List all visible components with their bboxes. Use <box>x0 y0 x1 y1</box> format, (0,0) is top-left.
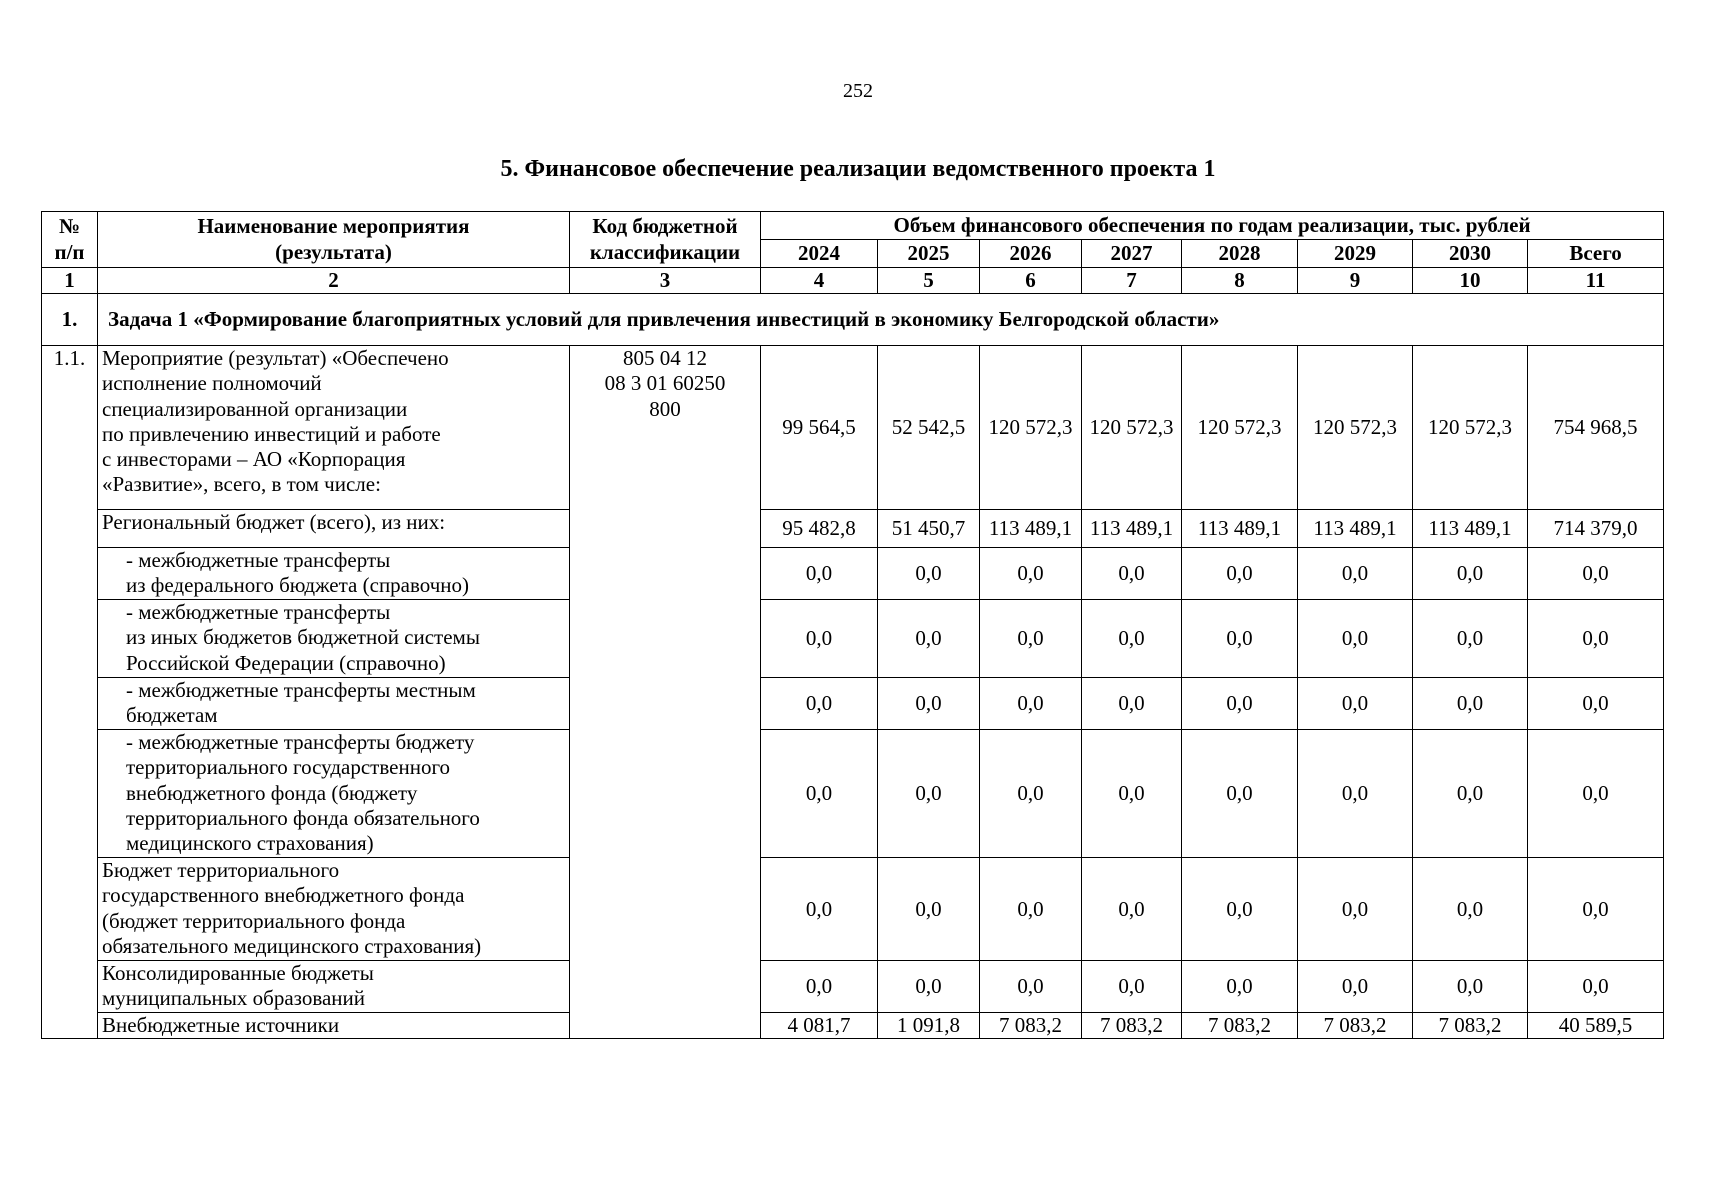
value-cell: 1 091,8 <box>878 1013 980 1039</box>
value-cell: 0,0 <box>1182 730 1298 858</box>
item-index: 1.1. <box>42 346 98 1039</box>
value-cell: 0,0 <box>878 548 980 600</box>
row-name: Мероприятие (результат) «Обеспечено исполнение полномочий специализированной организации по привлечению инвестиций и работе с инвесторами – АО «Корпорация «Развитие», всего, в том числе: <box>98 346 570 510</box>
total-cell: 754 968,5 <box>1528 346 1664 510</box>
header-year: 2027 <box>1082 240 1182 268</box>
table-row <box>42 678 1664 730</box>
row-name: Консолидированные бюджеты муниципальных образований <box>98 961 570 1013</box>
header-financing-volume: Объем финансового обеспечения по годам реализации, тыс. рублей <box>761 212 1664 240</box>
header-number: № п/п <box>42 212 98 268</box>
value-cell: 0,0 <box>1298 678 1413 730</box>
row-name: - межбюджетные трансферты бюджету территориального государственного внебюджетного фонда (бюджету территориального фонда обязательного медицинского страхования) <box>98 730 570 858</box>
column-number: 11 <box>1528 268 1664 294</box>
value-cell: 7 083,2 <box>1298 1013 1413 1039</box>
header-year: 2024 <box>761 240 878 268</box>
value-cell: 0,0 <box>1298 600 1413 678</box>
financing-table <box>41 211 1664 1039</box>
row-name: Бюджет территориального государственного внебюджетного фонда (бюджет территориального фонда обязательного медицинского страхования) <box>98 858 570 961</box>
row-name: - межбюджетные трансферты из иных бюджетов бюджетной системы Российской Федерации (справочно) <box>98 600 570 678</box>
total-cell: 0,0 <box>1528 600 1664 678</box>
value-cell: 0,0 <box>1182 858 1298 961</box>
value-cell: 0,0 <box>1298 730 1413 858</box>
value-cell: 0,0 <box>1298 961 1413 1013</box>
row-name: - межбюджетные трансферты местным бюджетам <box>98 678 570 730</box>
header-code: Код бюджетной классификации <box>570 212 761 268</box>
value-cell: 120 572,3 <box>1082 346 1182 510</box>
table-row <box>42 858 1664 961</box>
value-cell: 0,0 <box>1413 548 1528 600</box>
total-cell: 0,0 <box>1528 961 1664 1013</box>
value-cell: 0,0 <box>878 678 980 730</box>
value-cell: 0,0 <box>1182 678 1298 730</box>
header-total: Всего <box>1528 240 1664 268</box>
value-cell: 120 572,3 <box>1413 346 1528 510</box>
table-row <box>42 346 1664 510</box>
total-cell: 714 379,0 <box>1528 510 1664 548</box>
value-cell: 113 489,1 <box>980 510 1082 548</box>
value-cell: 0,0 <box>878 858 980 961</box>
value-cell: 0,0 <box>980 961 1082 1013</box>
value-cell: 0,0 <box>1182 961 1298 1013</box>
value-cell: 0,0 <box>878 730 980 858</box>
table-row <box>42 548 1664 600</box>
value-cell: 0,0 <box>1082 858 1182 961</box>
value-cell: 120 572,3 <box>980 346 1082 510</box>
value-cell: 95 482,8 <box>761 510 878 548</box>
value-cell: 0,0 <box>980 548 1082 600</box>
column-number: 9 <box>1298 268 1413 294</box>
header-year: 2026 <box>980 240 1082 268</box>
task-label: Задача 1 «Формирование благоприятных условий для привлечения инвестиций в экономику Белгородской области» <box>98 294 1664 346</box>
value-cell: 0,0 <box>980 678 1082 730</box>
value-cell: 0,0 <box>1413 858 1528 961</box>
value-cell: 0,0 <box>878 600 980 678</box>
value-cell: 0,0 <box>980 858 1082 961</box>
row-name: - межбюджетные трансферты из федерального бюджета (справочно) <box>98 548 570 600</box>
table-row <box>42 600 1664 678</box>
value-cell: 0,0 <box>761 600 878 678</box>
value-cell: 0,0 <box>1182 548 1298 600</box>
task-index: 1. <box>42 294 98 346</box>
value-cell: 0,0 <box>1082 548 1182 600</box>
value-cell: 0,0 <box>980 600 1082 678</box>
value-cell: 7 083,2 <box>1413 1013 1528 1039</box>
value-cell: 52 542,5 <box>878 346 980 510</box>
total-cell: 40 589,5 <box>1528 1013 1664 1039</box>
value-cell: 0,0 <box>1298 858 1413 961</box>
value-cell: 99 564,5 <box>761 346 878 510</box>
table-row <box>42 510 1664 548</box>
value-cell: 0,0 <box>1298 548 1413 600</box>
value-cell: 0,0 <box>761 678 878 730</box>
table-row <box>42 961 1664 1013</box>
value-cell: 0,0 <box>1082 678 1182 730</box>
total-cell: 0,0 <box>1528 678 1664 730</box>
header-name: Наименование мероприятия (результата) <box>98 212 570 268</box>
header-year: 2030 <box>1413 240 1528 268</box>
value-cell: 0,0 <box>1082 961 1182 1013</box>
value-cell: 113 489,1 <box>1413 510 1528 548</box>
value-cell: 7 083,2 <box>980 1013 1082 1039</box>
column-number: 8 <box>1182 268 1298 294</box>
value-cell: 0,0 <box>761 548 878 600</box>
total-cell: 0,0 <box>1528 548 1664 600</box>
value-cell: 0,0 <box>1182 600 1298 678</box>
budget-code: 805 04 12 08 3 01 60250 800 <box>570 346 761 1039</box>
document-title: 5. Финансовое обеспечение реализации ведомственного проекта 1 <box>500 156 1216 182</box>
column-number: 4 <box>761 268 878 294</box>
value-cell: 0,0 <box>1413 678 1528 730</box>
value-cell: 7 083,2 <box>1082 1013 1182 1039</box>
value-cell: 0,0 <box>761 858 878 961</box>
row-name: Региональный бюджет (всего), из них: <box>98 510 570 548</box>
value-cell: 0,0 <box>1082 730 1182 858</box>
table-row <box>42 730 1664 858</box>
value-cell: 120 572,3 <box>1182 346 1298 510</box>
value-cell: 0,0 <box>1413 961 1528 1013</box>
total-cell: 0,0 <box>1528 730 1664 858</box>
value-cell: 120 572,3 <box>1298 346 1413 510</box>
column-number: 7 <box>1082 268 1182 294</box>
value-cell: 0,0 <box>1413 600 1528 678</box>
header-year: 2029 <box>1298 240 1413 268</box>
value-cell: 0,0 <box>761 730 878 858</box>
value-cell: 113 489,1 <box>1298 510 1413 548</box>
table-row <box>42 1013 1664 1039</box>
task-row <box>42 294 1664 346</box>
value-cell: 113 489,1 <box>1182 510 1298 548</box>
value-cell: 0,0 <box>1082 600 1182 678</box>
value-cell: 0,0 <box>878 961 980 1013</box>
row-name: Внебюджетные источники <box>98 1013 570 1039</box>
header-year: 2028 <box>1182 240 1298 268</box>
value-cell: 0,0 <box>761 961 878 1013</box>
column-number: 1 <box>42 268 98 294</box>
value-cell: 51 450,7 <box>878 510 980 548</box>
column-number: 3 <box>570 268 761 294</box>
value-cell: 7 083,2 <box>1182 1013 1298 1039</box>
column-number: 5 <box>878 268 980 294</box>
value-cell: 0,0 <box>980 730 1082 858</box>
column-number: 6 <box>980 268 1082 294</box>
total-cell: 0,0 <box>1528 858 1664 961</box>
page-number: 252 <box>843 80 873 102</box>
value-cell: 4 081,7 <box>761 1013 878 1039</box>
value-cell: 0,0 <box>1413 730 1528 858</box>
header-year: 2025 <box>878 240 980 268</box>
column-number: 10 <box>1413 268 1528 294</box>
value-cell: 113 489,1 <box>1082 510 1182 548</box>
column-number: 2 <box>98 268 570 294</box>
